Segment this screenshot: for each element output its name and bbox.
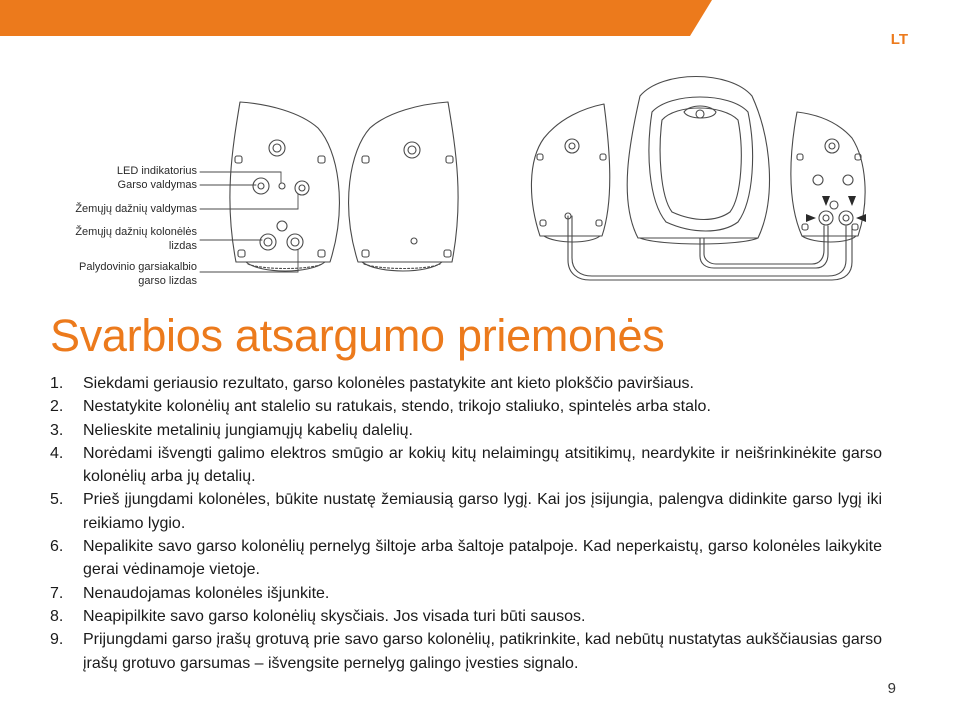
system-right-satellite [791, 112, 865, 242]
callout-satellite-jack-line1: Palydovinio garsiakalbio [78, 261, 197, 273]
arrow-down-left-icon [822, 196, 830, 206]
connection-cables [568, 216, 852, 280]
precaution-text: Siekdami geriausio rezultato, garso kolonėles pastatykite ant kieto plokščio paviršiaus. [83, 375, 694, 392]
precaution-item [50, 535, 882, 582]
precaution-item [50, 419, 882, 442]
satellite-front-view [349, 102, 459, 271]
callout-leaders [200, 172, 298, 272]
precaution-text: Nestatykite kolonėlių ant stalelio su ratukais, stendo, trikojo staliuko, spintelės arba stalo. [83, 398, 711, 416]
arrow-left-icon [856, 214, 866, 222]
precautions-list [50, 372, 882, 675]
precaution-number: 7. [50, 584, 64, 602]
callout-volume-control: Garso valdymas [117, 179, 197, 191]
precaution-number: 1. [50, 375, 64, 392]
precaution-number: 8. [50, 607, 64, 625]
precaution-item [50, 488, 882, 535]
precaution-item [50, 395, 882, 418]
precaution-text: Prijungdami garso įrašų grotuvą prie savo garso kolonėlių, patikrinkite, kad nebūtų nustatytas aukščiausias garso įrašų grotuvo garsumas – išvengsite pernelyg galingo įvesties signalo. [83, 631, 882, 672]
precaution-number: 5. [50, 491, 64, 509]
precaution-text: Nepalikite savo garso kolonėlių pernelyg šiltoje arba šaltoje patalpoje. Kad neperkaistų, garso kolonėles laikykite gerai vėdinamoje vietoje. [83, 538, 882, 579]
precaution-item [50, 582, 882, 605]
precaution-number: 9. [50, 631, 64, 649]
precaution-item [50, 628, 882, 675]
callout-subwoofer-jack-line2: lizdas [168, 240, 197, 252]
precaution-number: 4. [50, 444, 64, 462]
arrow-down-right-icon [848, 196, 856, 206]
precaution-text: Prieš įjungdami kolonėles, būkite nustatę žemiausią garso lygį. Kai jos įsijungia, palengva didinkite garso lygį iki reikiamo lygio. [83, 491, 882, 532]
satellite-back-view [230, 102, 340, 271]
page-number: 9 [887, 680, 896, 697]
precaution-text: Nenaudojamas kolonėles išjunkite. [83, 584, 330, 602]
precaution-text: Neapipilkite savo garso kolonėlių skysčiais. Jos visada turi būti sausos. [83, 607, 586, 625]
speaker-illustration [0, 0, 954, 300]
callout-bass-control: Žemųjų dažnių valdymas [75, 203, 197, 215]
precaution-text: Norėdami išvengti galimo elektros smūgio ar kokių kitų nelaimingų atsitikimų, neardykite ir neišrinkinėkite garso kolonėlių arba jų detalių. [83, 444, 882, 486]
precaution-number: 6. [50, 538, 64, 556]
page-title: Svarbios atsargumo priemonės [50, 310, 665, 361]
system-left-satellite [531, 104, 609, 242]
callout-satellite-jack-line2: garso lizdas [138, 275, 197, 287]
callout-led-indicator: LED indikatorius [116, 165, 197, 177]
arrow-right-icon [806, 214, 816, 222]
language-code: LT [890, 31, 908, 48]
precaution-text: Nelieskite metalinių jungiamųjų kabelių dalelių. [83, 421, 413, 439]
subwoofer [627, 77, 769, 245]
precaution-item [50, 605, 882, 628]
precaution-item [50, 442, 882, 489]
callout-subwoofer-jack-line1: Žemųjų dažnių kolonėlės [75, 226, 197, 238]
precaution-item [50, 372, 882, 395]
precaution-number: 3. [50, 421, 64, 439]
precaution-number: 2. [50, 398, 64, 416]
